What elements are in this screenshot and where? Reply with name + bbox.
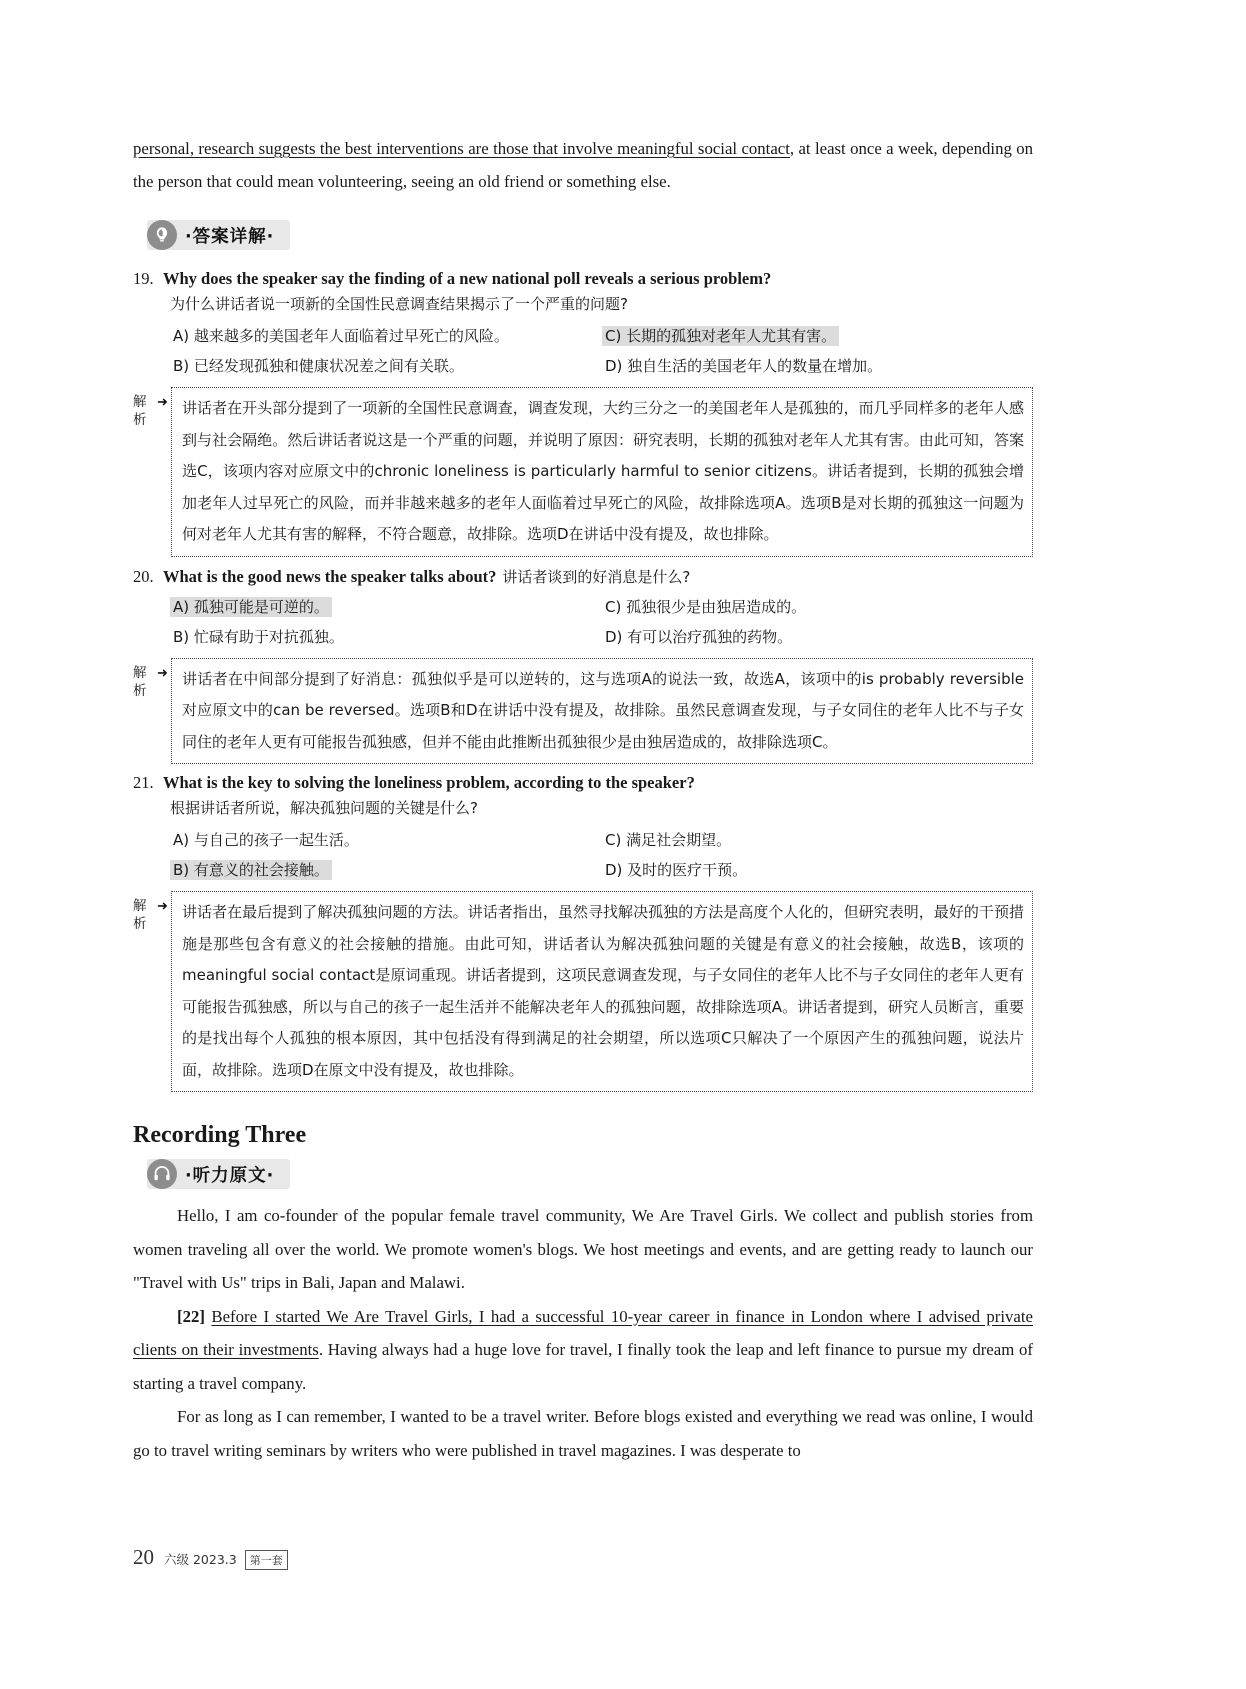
question-19-explanation (133, 387, 1033, 557)
option-row (170, 351, 1033, 381)
question-20-stem-cn: 讲话者谈到的好消息是什么? (502, 567, 691, 586)
question-20-options (170, 592, 1033, 652)
listening-script-label-text: ·听力原文· (185, 1165, 275, 1186)
script-paragraph-2-rest: . Having always had a huge love for travel, I finally took the leap and left finance to pursue my dream of starting a travel company. (133, 1340, 1033, 1393)
question-tag-22: [22] (177, 1306, 205, 1326)
option-d[interactable]: D) 独自生活的美国老年人的数量在增加。 (605, 357, 883, 375)
option-b[interactable]: B) 忙碌有助于对抗孤独。 (173, 627, 344, 646)
option-a[interactable]: A) 与自己的孩子一起生活。 (173, 831, 359, 849)
question-20 (133, 566, 1033, 765)
explanation-text: 讲话者在中间部分提到了好消息：孤独似乎是可以逆转的，这与选项A的说法一致，故选A，该项中的is probably reversible对应原文中的can be reversed。选项B和D在讲话中没有提及，故排除。虽然民意调查发现，与子女同住的老年人比不与子女同住的老年人更有可能报告孤独感，但并不能由此推断出孤独很少是由独居造成的，故排除选项C。 (171, 658, 1033, 765)
script-paragraph-3: For as long as I can remember, I wanted to be a travel writer. Before blogs existed and everything we read was online, I would go to travel writing seminars by writers who were published in travel magazines. I was desperate to (133, 1407, 1033, 1460)
option-row (170, 592, 1033, 622)
lead-paragraph-rest: , at least once a week, depending on the person that could mean volunteering, seeing an old friend or something else. (133, 139, 1034, 191)
question-19-translation: 为什么讲话者说一项新的全国性民意调查结果揭示了一个严重的问题? (170, 295, 628, 313)
page-content (133, 132, 1033, 1467)
script-paragraph-1: Hello, I am co-founder of the popular female travel community, We Are Travel Girls. We collect and publish stories from women traveling all over the world. We promote women's blogs. We host meetings and events, and are getting ready to launch our "Travel with Us" trips in Bali, Japan and Malawi. (133, 1206, 1033, 1292)
option-row (170, 622, 1033, 652)
option-c[interactable]: C) 长期的孤独对老年人尤其有害。 (602, 321, 1033, 351)
question-21-translation: 根据讲话者所说，解决孤独问题的关键是什么? (170, 799, 478, 817)
option-b[interactable]: B) 有意义的社会接触。 (170, 855, 602, 885)
recording-three-heading: Recording Three (133, 1122, 307, 1148)
script-paragraph-2 (133, 1300, 1033, 1401)
question-19 (133, 269, 1033, 557)
option-row (170, 855, 1033, 885)
footer-set-badge: 第一套 (245, 1550, 288, 1570)
question-19-options (170, 321, 1033, 381)
option-d[interactable]: D) 有可以治疗孤独的药物。 (605, 627, 793, 646)
page-footer (133, 1545, 288, 1570)
lead-paragraph-underlined: personal, research suggests the best interventions are those that involve meaningful social contact (133, 139, 790, 158)
answer-explanation-label-text: ·答案详解· (185, 226, 275, 247)
headphones-icon (147, 1159, 177, 1189)
question-20-number: 20. (133, 566, 154, 586)
option-a[interactable]: A) 越来越多的美国老年人面临着过早死亡的风险。 (173, 327, 509, 345)
option-a[interactable]: A) 孤独可能是可逆的。 (170, 592, 602, 622)
page-number: 20 (133, 1545, 154, 1569)
arrow-right-icon: ➜ (157, 898, 168, 913)
lightbulb-icon (147, 220, 177, 250)
question-21-number: 21. (133, 773, 154, 792)
option-row (170, 825, 1033, 855)
question-19-number: 19. (133, 269, 154, 288)
explanation-tag: 解 析 (133, 394, 147, 428)
explanation-text: 讲话者在最后提到了解决孤独问题的方法。讲话者指出，虽然寻找解决孤独的方法是高度个人化的，但研究表明，最好的干预措施是那些包含有意义的社会接触的措施。由此可知，讲话者认为解决孤独问题的关键是有意义的社会接触，故选B，该项的 meaningful social contact是原词重现。讲话者提到，这项民意调查发现，与子女同住的老年人比不与子女同住的老年人更有可能报告孤独感，所以与自己的孩子一起生活并不能解决老年人的孤独问题，故排除选项A。讲话者提到，研究人员断言，重要的是找出每个人孤独的根本原因，其中包括没有得到满足的社会期望，所以选项C只解决了一个原因产生的孤独问题，说法片面，故排除。选项D在原文中没有提及，故也排除。 (171, 891, 1033, 1092)
option-b[interactable]: B) 已经发现孤独和健康状况差之间有关联。 (173, 357, 464, 375)
footer-meta: 六级 2023.3 (164, 1552, 237, 1567)
answer-explanation-label (147, 220, 290, 250)
script-underlined-22: Before I started We Are Travel Girls, I had a successful 10-year career in finance in London where I advised private clients on their investments (133, 1306, 1033, 1359)
option-row (170, 321, 1033, 351)
option-c[interactable]: C) 满足社会期望。 (605, 831, 732, 849)
listening-script-label (147, 1159, 290, 1189)
explanation-tag: 解 析 (133, 664, 147, 699)
question-21-explanation (133, 891, 1033, 1092)
explanation-text: 讲话者在开头部分提到了一项新的全国性民意调查，调查发现，大约三分之一的美国老年人是孤独的，而几乎同样多的老年人感到与社会隔绝。然后讲话者说这是一个严重的问题，并说明了原因：研究表明，长期的孤独对老年人尤其有害。由此可知，答案选C，该项内容对应原文中的chronic loneliness is particularly harmful to senior citizens。讲话者提到，长期的孤独会增加老年人过早死亡的风险，而并非越来越多的老年人面临着过早死亡的风险，故排除选项A。选项B是对长期的孤独这一问题为何对老年人尤其有害的解释，不符合题意，故排除。选项D在讲话中没有提及，故也排除。 (171, 387, 1033, 557)
question-21 (133, 773, 1033, 1092)
question-19-stem-en: Why does the speaker say the finding of a new national poll reveals a serious problem? (163, 269, 772, 288)
lead-paragraph (133, 132, 1033, 198)
arrow-right-icon: ➜ (157, 664, 168, 680)
option-d[interactable]: D) 及时的医疗干预。 (605, 861, 748, 879)
arrow-right-icon: ➜ (157, 394, 168, 409)
option-c[interactable]: C) 孤独很少是由独居造成的。 (605, 597, 807, 616)
explanation-tag: 解 析 (133, 898, 147, 932)
question-20-stem-en: What is the good news the speaker talks about? (163, 566, 497, 586)
question-20-explanation (133, 658, 1033, 765)
question-21-stem-en: What is the key to solving the loneliness problem, according to the speaker? (163, 773, 695, 792)
question-21-options (170, 825, 1033, 885)
